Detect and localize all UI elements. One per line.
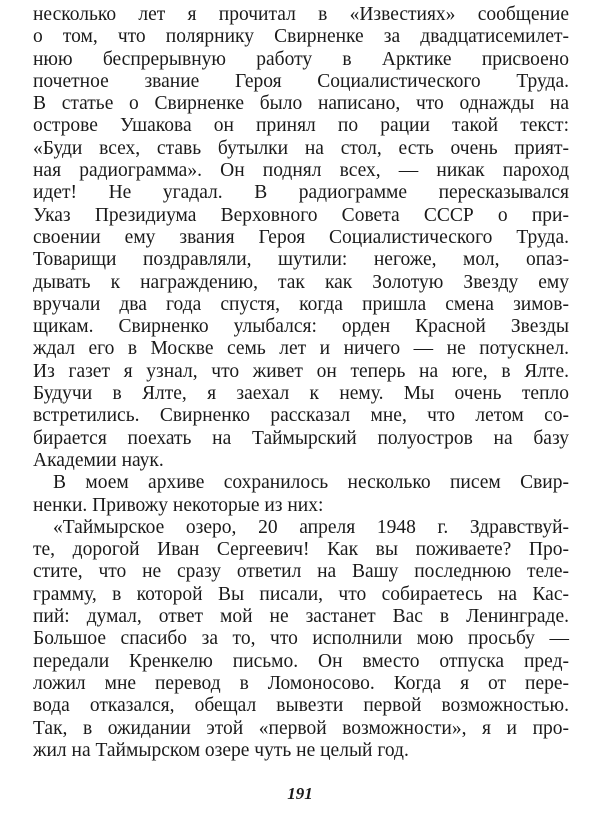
text-line: щикам. Свирненко улыбался: орден Красной Звезды <box>33 316 569 338</box>
text-line: «Таймырское озеро, 20 апреля 1948 г. Здравствуй- <box>53 516 569 538</box>
text-line: Товарищи поздравляли, шутили: негоже, мол, опаз- <box>33 249 569 271</box>
text-line: В статье о Свирненке было написано, что однажды на <box>33 93 569 115</box>
text-line: почетное звание Героя Социалистического Труда. <box>33 70 569 92</box>
text-line: ждал его в Москве семь лет и ничего — не потускнел. <box>33 338 569 360</box>
text-line: встретились. Свирненко рассказал мне, что летом со- <box>33 405 569 427</box>
text-line: Большое спасибо за то, что исполнили мою просьбу — <box>33 628 569 650</box>
text-line: ложил мне перевод в Ломоносово. Когда я от пере- <box>33 672 569 694</box>
text-line: Из газет я узнал, что живет он теперь на юге, в Ялте. <box>33 360 569 382</box>
text-line: острове Ушакова он принял по рации такой текст: <box>33 115 569 137</box>
text-line: Указ Президиума Верховного Совета СССР о при- <box>33 204 569 226</box>
text-line: ненки. Привожу некоторые из них: <box>33 494 324 516</box>
text-line: о том, что полярнику Свирненке за двадцатисемилет- <box>33 26 569 48</box>
text-line: вода отказался, обещал вывезти первой возможностью. <box>33 695 569 717</box>
text-line: В моем архиве сохранилось несколько писем Свир- <box>53 472 569 494</box>
text-line: ная радиограмма». Он поднял всех, — никак пароход <box>33 160 569 182</box>
text-line: бирается поехать на Таймырский полуостров на базу <box>33 427 569 449</box>
text-line: своении ему звания Героя Социалистического Труда. <box>33 226 569 248</box>
text-line: передали Кренкелю письмо. Он вместо отпуска пред- <box>33 650 569 672</box>
text-line: стите, что не сразу ответил на Вашу последнюю теле- <box>33 561 569 583</box>
text-line: несколько лет я прочитал в «Известиях» сообщение <box>33 4 569 25</box>
page-body-text <box>33 4 569 762</box>
text-line: жил на Таймырском озере чуть не целый год. <box>33 739 409 761</box>
text-line: «Буди всех, ставь бутылки на стол, есть очень прият- <box>33 137 569 159</box>
text-line: Академии наук. <box>33 449 164 471</box>
text-line: идет! Не угадал. В радиограмме пересказывался <box>33 182 569 204</box>
page-number: 191 <box>287 784 313 803</box>
text-line: вручали два года спустя, когда пришла смена зимов- <box>33 293 569 315</box>
text-line: дывать к награждению, так как Золотую Звезду ему <box>33 271 569 293</box>
text-line: те, дорогой Иван Сергеевич! Как вы поживаете? Про- <box>33 539 569 561</box>
text-line: пий: думал, ответ мой не застанет Вас в Ленинграде. <box>33 606 569 628</box>
text-line: Будучи в Ялте, я заехал к нему. Мы очень тепло <box>33 383 569 405</box>
text-line: нюю беспрерывную работу в Арктике присвоено <box>33 48 569 70</box>
text-line: грамму, в которой Вы писали, что собираетесь на Кас- <box>33 583 569 605</box>
text-line: Так, в ожидании этой «первой возможности», я и про- <box>33 717 569 739</box>
